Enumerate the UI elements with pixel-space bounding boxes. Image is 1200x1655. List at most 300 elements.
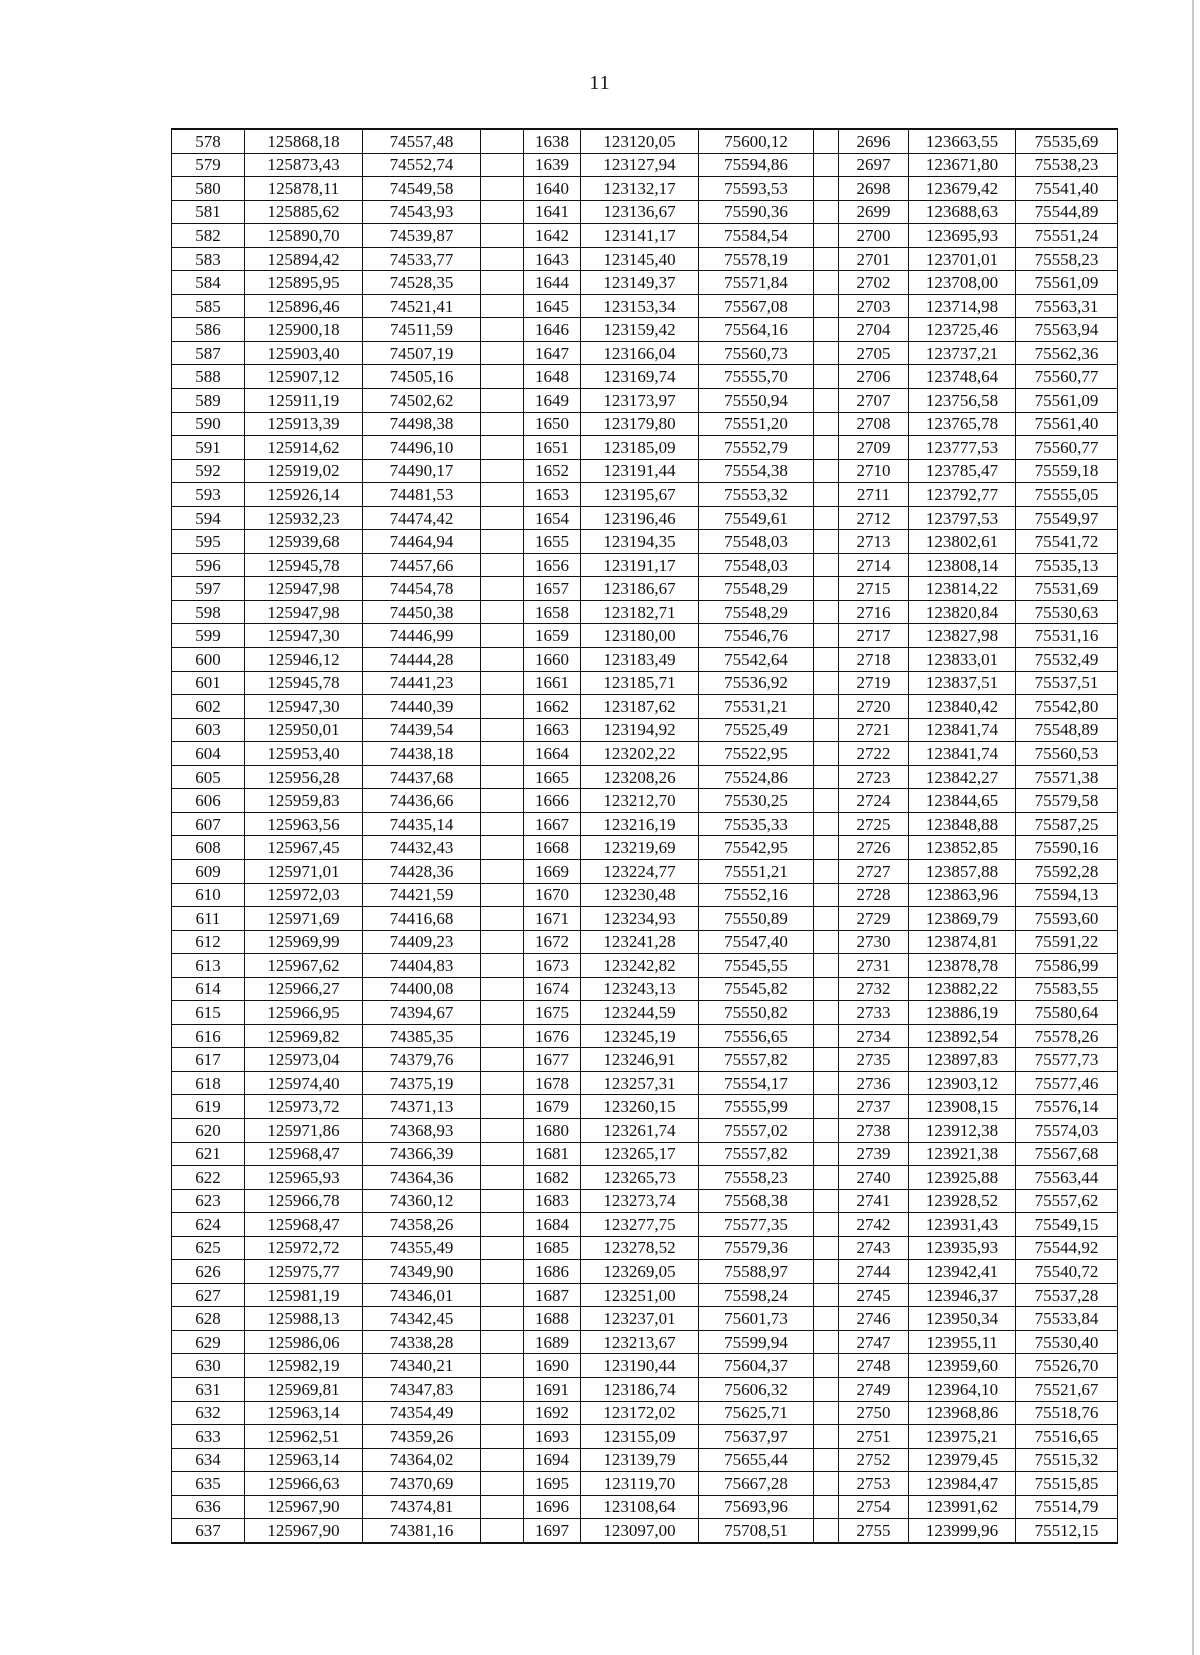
group-separator-cell [814,624,839,648]
y-coordinate-cell: 74354,49 [363,1401,481,1425]
y-coordinate-cell: 75525,49 [699,718,814,742]
group-separator-cell [814,836,839,860]
x-coordinate-cell: 125945,78 [245,671,363,695]
point-number-cell: 1650 [524,412,581,436]
y-coordinate-cell: 75592,28 [1016,859,1118,883]
table-row [172,907,1118,931]
y-coordinate-cell: 75555,05 [1016,483,1118,507]
table-row [172,954,1118,978]
point-number-cell: 1671 [524,907,581,931]
group-separator-cell [481,907,524,931]
x-coordinate-cell: 123208,26 [581,765,699,789]
x-coordinate-cell: 123679,42 [909,177,1016,201]
x-coordinate-cell: 123186,74 [581,1377,699,1401]
group-separator-cell [481,1001,524,1025]
table-row [172,1448,1118,1472]
table-row [172,977,1118,1001]
point-number-cell: 593 [172,483,245,507]
point-number-cell: 2732 [839,977,909,1001]
group-separator-cell [814,1495,839,1519]
point-number-cell: 2714 [839,553,909,577]
point-number-cell: 2751 [839,1425,909,1449]
x-coordinate-cell: 123840,42 [909,695,1016,719]
group-separator-cell [814,648,839,672]
group-separator-cell [481,789,524,813]
group-separator-cell [481,1095,524,1119]
x-coordinate-cell: 123257,31 [581,1071,699,1095]
x-coordinate-cell: 123136,67 [581,200,699,224]
group-separator-cell [481,671,524,695]
group-separator-cell [814,577,839,601]
x-coordinate-cell: 125967,45 [245,836,363,860]
x-coordinate-cell: 123852,85 [909,836,1016,860]
point-number-cell: 611 [172,907,245,931]
point-number-cell: 1659 [524,624,581,648]
y-coordinate-cell: 75567,08 [699,294,814,318]
group-separator-cell [481,1213,524,1237]
point-number-cell: 637 [172,1519,245,1543]
y-coordinate-cell: 74368,93 [363,1118,481,1142]
group-separator-cell [814,247,839,271]
group-separator-cell [814,1213,839,1237]
point-number-cell: 614 [172,977,245,1001]
y-coordinate-cell: 75578,19 [699,247,814,271]
group-separator-cell [814,954,839,978]
x-coordinate-cell: 125969,99 [245,930,363,954]
point-number-cell: 2734 [839,1024,909,1048]
group-separator-cell [814,600,839,624]
point-number-cell: 1691 [524,1377,581,1401]
group-separator-cell [481,600,524,624]
x-coordinate-cell: 123701,01 [909,247,1016,271]
y-coordinate-cell: 75583,55 [1016,977,1118,1001]
y-coordinate-cell: 74438,18 [363,742,481,766]
y-coordinate-cell: 74533,77 [363,247,481,271]
group-separator-cell [814,506,839,530]
x-coordinate-cell: 123237,01 [581,1307,699,1331]
point-number-cell: 634 [172,1448,245,1472]
y-coordinate-cell: 75557,82 [699,1142,814,1166]
y-coordinate-cell: 74450,38 [363,600,481,624]
point-number-cell: 625 [172,1236,245,1260]
x-coordinate-cell: 123882,22 [909,977,1016,1001]
y-coordinate-cell: 74371,13 [363,1095,481,1119]
point-number-cell: 1679 [524,1095,581,1119]
point-number-cell: 2711 [839,483,909,507]
y-coordinate-cell: 75601,73 [699,1307,814,1331]
x-coordinate-cell: 125974,40 [245,1071,363,1095]
y-coordinate-cell: 75586,99 [1016,954,1118,978]
group-separator-cell [814,1425,839,1449]
point-number-cell: 1667 [524,812,581,836]
x-coordinate-cell: 125953,40 [245,742,363,766]
x-coordinate-cell: 123892,54 [909,1024,1016,1048]
x-coordinate-cell: 125971,86 [245,1118,363,1142]
x-coordinate-cell: 125969,81 [245,1377,363,1401]
y-coordinate-cell: 75554,38 [699,459,814,483]
y-coordinate-cell: 75667,28 [699,1472,814,1496]
table-row [172,883,1118,907]
group-separator-cell [481,1260,524,1284]
point-number-cell: 626 [172,1260,245,1284]
group-separator-cell [814,1354,839,1378]
y-coordinate-cell: 75548,29 [699,600,814,624]
x-coordinate-cell: 123765,78 [909,412,1016,436]
point-number-cell: 2745 [839,1283,909,1307]
y-coordinate-cell: 75571,84 [699,271,814,295]
x-coordinate-cell: 123792,77 [909,483,1016,507]
table-row [172,1213,1118,1237]
x-coordinate-cell: 123942,41 [909,1260,1016,1284]
x-coordinate-cell: 125966,78 [245,1189,363,1213]
y-coordinate-cell: 75559,18 [1016,459,1118,483]
x-coordinate-cell: 123194,92 [581,718,699,742]
y-coordinate-cell: 75558,23 [699,1166,814,1190]
x-coordinate-cell: 123242,82 [581,954,699,978]
x-coordinate-cell: 123277,75 [581,1213,699,1237]
y-coordinate-cell: 75530,25 [699,789,814,813]
y-coordinate-cell: 75549,61 [699,506,814,530]
point-number-cell: 1654 [524,506,581,530]
x-coordinate-cell: 125946,12 [245,648,363,672]
point-number-cell: 580 [172,177,245,201]
point-number-cell: 600 [172,648,245,672]
x-coordinate-cell: 125959,83 [245,789,363,813]
x-coordinate-cell: 123946,37 [909,1283,1016,1307]
point-number-cell: 620 [172,1118,245,1142]
y-coordinate-cell: 74358,26 [363,1213,481,1237]
y-coordinate-cell: 75542,95 [699,836,814,860]
y-coordinate-cell: 74340,21 [363,1354,481,1378]
x-coordinate-cell: 123797,53 [909,506,1016,530]
y-coordinate-cell: 75563,94 [1016,318,1118,342]
y-coordinate-cell: 75563,44 [1016,1166,1118,1190]
group-separator-cell [814,1071,839,1095]
x-coordinate-cell: 123688,63 [909,200,1016,224]
point-number-cell: 2709 [839,436,909,460]
y-coordinate-cell: 75515,32 [1016,1448,1118,1472]
point-number-cell: 633 [172,1425,245,1449]
group-separator-cell [481,553,524,577]
y-coordinate-cell: 75562,36 [1016,341,1118,365]
point-number-cell: 610 [172,883,245,907]
y-coordinate-cell: 75548,29 [699,577,814,601]
point-number-cell: 2707 [839,389,909,413]
point-number-cell: 616 [172,1024,245,1048]
group-separator-cell [814,1377,839,1401]
y-coordinate-cell: 75568,38 [699,1189,814,1213]
x-coordinate-cell: 123149,37 [581,271,699,295]
y-coordinate-cell: 75604,37 [699,1354,814,1378]
point-number-cell: 2740 [839,1166,909,1190]
point-number-cell: 613 [172,954,245,978]
y-coordinate-cell: 75578,26 [1016,1024,1118,1048]
point-number-cell: 2730 [839,930,909,954]
y-coordinate-cell: 74364,36 [363,1166,481,1190]
y-coordinate-cell: 75535,69 [1016,129,1118,153]
x-coordinate-cell: 123273,74 [581,1189,699,1213]
table-row [172,483,1118,507]
table-row [172,1307,1118,1331]
x-coordinate-cell: 123212,70 [581,789,699,813]
table-row [172,365,1118,389]
x-coordinate-cell: 125973,72 [245,1095,363,1119]
point-number-cell: 2706 [839,365,909,389]
group-separator-cell [814,977,839,1001]
x-coordinate-cell: 123984,47 [909,1472,1016,1496]
y-coordinate-cell: 75514,79 [1016,1495,1118,1519]
y-coordinate-cell: 74404,83 [363,954,481,978]
x-coordinate-cell: 125947,30 [245,695,363,719]
page-number: 11 [589,72,611,94]
y-coordinate-cell: 75567,68 [1016,1142,1118,1166]
group-separator-cell [481,742,524,766]
x-coordinate-cell: 123714,98 [909,294,1016,318]
y-coordinate-cell: 74355,49 [363,1236,481,1260]
point-number-cell: 1673 [524,954,581,978]
y-coordinate-cell: 75594,13 [1016,883,1118,907]
point-number-cell: 1686 [524,1260,581,1284]
point-number-cell: 1668 [524,836,581,860]
y-coordinate-cell: 74539,87 [363,224,481,248]
y-coordinate-cell: 75708,51 [699,1519,814,1543]
group-separator-cell [814,294,839,318]
y-coordinate-cell: 75535,33 [699,812,814,836]
point-number-cell: 2723 [839,765,909,789]
point-number-cell: 2708 [839,412,909,436]
y-coordinate-cell: 74421,59 [363,883,481,907]
table-row [172,530,1118,554]
group-separator-cell [814,1283,839,1307]
point-number-cell: 2704 [839,318,909,342]
x-coordinate-cell: 123224,77 [581,859,699,883]
x-coordinate-cell: 123931,43 [909,1213,1016,1237]
point-number-cell: 628 [172,1307,245,1331]
point-number-cell: 2721 [839,718,909,742]
x-coordinate-cell: 125982,19 [245,1354,363,1378]
point-number-cell: 1648 [524,365,581,389]
point-number-cell: 1681 [524,1142,581,1166]
x-coordinate-cell: 125947,30 [245,624,363,648]
x-coordinate-cell: 123278,52 [581,1236,699,1260]
y-coordinate-cell: 74349,90 [363,1260,481,1284]
y-coordinate-cell: 74557,48 [363,129,481,153]
coordinates-table-body [172,129,1118,1543]
point-number-cell: 2696 [839,129,909,153]
y-coordinate-cell: 75542,80 [1016,695,1118,719]
x-coordinate-cell: 125894,42 [245,247,363,271]
table-row [172,1401,1118,1425]
point-number-cell: 1664 [524,742,581,766]
table-row [172,695,1118,719]
group-separator-cell [481,1283,524,1307]
point-number-cell: 2741 [839,1189,909,1213]
group-separator-cell [481,1048,524,1072]
coordinates-table [171,128,1118,1544]
point-number-cell: 607 [172,812,245,836]
x-coordinate-cell: 123172,02 [581,1401,699,1425]
x-coordinate-cell: 123878,78 [909,954,1016,978]
group-separator-cell [481,1118,524,1142]
x-coordinate-cell: 125907,12 [245,365,363,389]
x-coordinate-cell: 125885,62 [245,200,363,224]
y-coordinate-cell: 75546,76 [699,624,814,648]
group-separator-cell [481,412,524,436]
point-number-cell: 1651 [524,436,581,460]
group-separator-cell [481,177,524,201]
x-coordinate-cell: 123959,60 [909,1354,1016,1378]
point-number-cell: 595 [172,530,245,554]
x-coordinate-cell: 123935,93 [909,1236,1016,1260]
group-separator-cell [814,859,839,883]
point-number-cell: 1687 [524,1283,581,1307]
group-separator-cell [814,1001,839,1025]
x-coordinate-cell: 125895,95 [245,271,363,295]
point-number-cell: 2705 [839,341,909,365]
y-coordinate-cell: 75587,25 [1016,812,1118,836]
x-coordinate-cell: 125966,27 [245,977,363,1001]
y-coordinate-cell: 74364,02 [363,1448,481,1472]
point-number-cell: 579 [172,153,245,177]
table-row [172,1495,1118,1519]
x-coordinate-cell: 123183,49 [581,648,699,672]
y-coordinate-cell: 75550,89 [699,907,814,931]
x-coordinate-cell: 123848,88 [909,812,1016,836]
x-coordinate-cell: 123802,61 [909,530,1016,554]
x-coordinate-cell: 123173,97 [581,389,699,413]
table-row [172,129,1118,153]
point-number-cell: 2748 [839,1354,909,1378]
y-coordinate-cell: 75530,63 [1016,600,1118,624]
y-coordinate-cell: 74375,19 [363,1071,481,1095]
table-row [172,1260,1118,1284]
y-coordinate-cell: 75531,69 [1016,577,1118,601]
y-coordinate-cell: 75560,77 [1016,365,1118,389]
x-coordinate-cell: 125972,72 [245,1236,363,1260]
table-row [172,1377,1118,1401]
x-coordinate-cell: 125945,78 [245,553,363,577]
x-coordinate-cell: 123827,98 [909,624,1016,648]
point-number-cell: 1692 [524,1401,581,1425]
x-coordinate-cell: 123908,15 [909,1095,1016,1119]
y-coordinate-cell: 75555,99 [699,1095,814,1119]
point-number-cell: 601 [172,671,245,695]
group-separator-cell [814,671,839,695]
point-number-cell: 1674 [524,977,581,1001]
y-coordinate-cell: 75551,24 [1016,224,1118,248]
x-coordinate-cell: 123219,69 [581,836,699,860]
x-coordinate-cell: 123145,40 [581,247,699,271]
y-coordinate-cell: 75515,85 [1016,1472,1118,1496]
x-coordinate-cell: 125967,90 [245,1519,363,1543]
y-coordinate-cell: 75540,72 [1016,1260,1118,1284]
x-coordinate-cell: 125969,82 [245,1024,363,1048]
table-row [172,742,1118,766]
point-number-cell: 1696 [524,1495,581,1519]
y-coordinate-cell: 75560,77 [1016,436,1118,460]
point-number-cell: 1676 [524,1024,581,1048]
scan-edge-line [1192,0,1194,1655]
table-row [172,271,1118,295]
point-number-cell: 606 [172,789,245,813]
point-number-cell: 1680 [524,1118,581,1142]
group-separator-cell [481,695,524,719]
x-coordinate-cell: 125903,40 [245,341,363,365]
group-separator-cell [814,1448,839,1472]
x-coordinate-cell: 125947,98 [245,600,363,624]
x-coordinate-cell: 125868,18 [245,129,363,153]
point-number-cell: 1652 [524,459,581,483]
table-row [172,247,1118,271]
x-coordinate-cell: 125878,11 [245,177,363,201]
table-row [172,648,1118,672]
x-coordinate-cell: 125947,98 [245,577,363,601]
y-coordinate-cell: 74528,35 [363,271,481,295]
point-number-cell: 1689 [524,1330,581,1354]
x-coordinate-cell: 123182,71 [581,600,699,624]
x-coordinate-cell: 125981,19 [245,1283,363,1307]
point-number-cell: 1695 [524,1472,581,1496]
y-coordinate-cell: 75555,70 [699,365,814,389]
table-row [172,624,1118,648]
group-separator-cell [814,883,839,907]
point-number-cell: 1662 [524,695,581,719]
x-coordinate-cell: 123244,59 [581,1001,699,1025]
x-coordinate-cell: 123139,79 [581,1448,699,1472]
point-number-cell: 2739 [839,1142,909,1166]
x-coordinate-cell: 125967,90 [245,1495,363,1519]
point-number-cell: 1672 [524,930,581,954]
x-coordinate-cell: 123120,05 [581,129,699,153]
group-separator-cell [814,789,839,813]
x-coordinate-cell: 125963,14 [245,1401,363,1425]
x-coordinate-cell: 123261,74 [581,1118,699,1142]
y-coordinate-cell: 75524,86 [699,765,814,789]
table-row [172,1166,1118,1190]
point-number-cell: 2699 [839,200,909,224]
x-coordinate-cell: 123921,38 [909,1142,1016,1166]
x-coordinate-cell: 125900,18 [245,318,363,342]
table-row [172,200,1118,224]
table-row [172,671,1118,695]
table-row [172,1118,1118,1142]
x-coordinate-cell: 123159,42 [581,318,699,342]
table-row [172,1142,1118,1166]
group-separator-cell [814,1330,839,1354]
y-coordinate-cell: 75599,94 [699,1330,814,1354]
x-coordinate-cell: 123841,74 [909,718,1016,742]
x-coordinate-cell: 123833,01 [909,648,1016,672]
group-separator-cell [814,718,839,742]
y-coordinate-cell: 74543,93 [363,200,481,224]
x-coordinate-cell: 125968,47 [245,1213,363,1237]
group-separator-cell [481,1448,524,1472]
y-coordinate-cell: 74432,43 [363,836,481,860]
x-coordinate-cell: 125975,77 [245,1260,363,1284]
y-coordinate-cell: 74464,94 [363,530,481,554]
y-coordinate-cell: 75516,65 [1016,1425,1118,1449]
x-coordinate-cell: 125926,14 [245,483,363,507]
x-coordinate-cell: 123897,83 [909,1048,1016,1072]
x-coordinate-cell: 123695,93 [909,224,1016,248]
point-number-cell: 584 [172,271,245,295]
group-separator-cell [481,954,524,978]
x-coordinate-cell: 125939,68 [245,530,363,554]
table-row [172,389,1118,413]
y-coordinate-cell: 74379,76 [363,1048,481,1072]
point-number-cell: 1660 [524,648,581,672]
y-coordinate-cell: 75564,16 [699,318,814,342]
